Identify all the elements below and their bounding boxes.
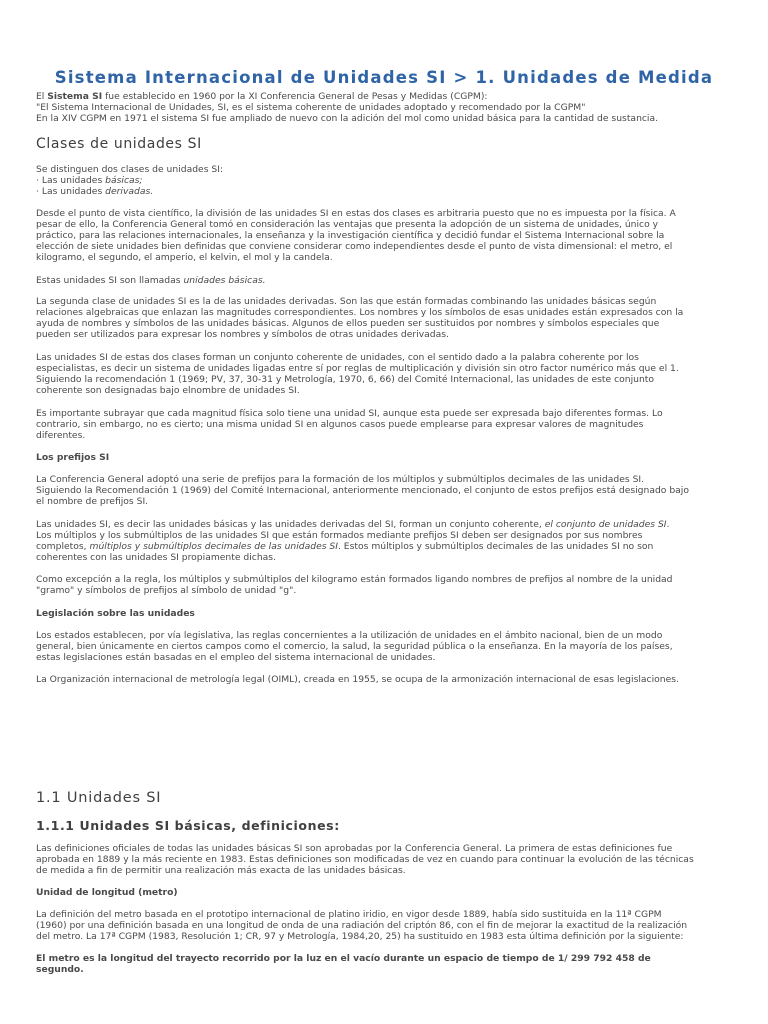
clases-list-item xyxy=(36,186,736,197)
paragraph-line: práctico, para las relaciones internacionales, la enseñanza y la investigación científica y decidió fundar el Sistema Internacional sobre la xyxy=(36,230,665,241)
paragraph-line: Desde el punto de vista científico, la división de las unidades SI en estas dos clases es arbitraria puesto que no es impuesta por la física. A xyxy=(36,208,676,219)
paragraph-text: . Estos múltiplos y submúltiplos decimales de las unidades SI no son xyxy=(337,541,654,552)
paragraph-text: Las unidades SI, es decir las unidades básicas y las unidades derivadas del SI, forman un conjunto coherente, xyxy=(36,519,545,530)
paragraph-line: del metro. La 17ª CGPM (1983, Resolución 1; CR, 97 y Metrología, 1984,20, 25) ha sustituido en 1983 esta última definición por la siguiente: xyxy=(36,931,684,942)
legislacion-paragraph-1 xyxy=(36,630,736,663)
paragraph-line: Los múltiplos y los submúltiplos de las unidades SI que están formados mediante prefijos SI deben ser designados por sus nombres xyxy=(36,530,643,541)
paragraph-line: Siguiendo la Recomendación 1 (1969) del Comité Internacional, anteriormente mencionado, el conjunto de estos prefijos está designado bajo xyxy=(36,485,689,496)
paragraph-line: Los estados establecen, por vía legislativa, las reglas concernientes a la utilización de unidades en el ámbito nacional, bien de un modo xyxy=(36,630,663,641)
paragraph-line: Las unidades SI de estas dos clases forman un conjunto coherente de unidades, con el sentido dado a la palabra coherente por los xyxy=(36,352,639,363)
paragraph-line: coherentes con las unidades SI propiamente dichas. xyxy=(36,552,277,563)
intro-text: fue establecido en 1960 por la XI Conferencia General de Pesas y Medidas (CGPM): xyxy=(102,91,488,102)
list-item-text: · Las unidades xyxy=(36,175,106,186)
paragraph-line: La definición del metro basada en el prototipo internacional de platino iridio, en vigor desde 1889, había sido sustituida en la 11ª CGPM xyxy=(36,909,662,920)
list-item-text: · Las unidades xyxy=(36,186,106,197)
paragraph-line: estas legislaciones están basadas en el empleo del sistema internacional de unidades. xyxy=(36,652,436,663)
clases-paragraph-5 xyxy=(36,408,736,441)
paragraph-text: completos, xyxy=(36,541,90,552)
paragraph-line: relaciones algebraicas que enlazan las magnitudes correspondientes. Los nombres y los símbolos de esas unidades están expresados con la xyxy=(36,307,684,318)
section-heading-unidades-si: 1.1 Unidades SI xyxy=(36,790,162,806)
definition-line: El metro es la longitud del trayecto recorrido por la luz en el vacío durante un espacio de tiempo de 1/ 299 792 458 de xyxy=(36,953,651,964)
clases-paragraph-1 xyxy=(36,208,736,263)
paragraph-line: elección de siete unidades bien definidas que conviene considerar como independientes desde el punto de vista dimensional: el metro, el xyxy=(36,241,673,252)
clases-paragraph-4 xyxy=(36,352,736,396)
list-item-emphasis: básicas; xyxy=(105,175,143,186)
paragraph-line: aprobada en 1889 y la más reciente en 1983. Estas definiciones son modificadas de vez en cuando para continuar la evolución de las técnicas xyxy=(36,854,694,865)
paragraph-line: La segunda clase de unidades SI es la de las unidades derivadas. Son las que están formadas combinando las unidades básicas según xyxy=(36,296,657,307)
paragraph-line: Las definiciones oficiales de todas las unidades básicas SI son aprobadas por la Conferencia General. La primera de estas definiciones fue xyxy=(36,843,673,854)
clases-list-item xyxy=(36,175,736,186)
intro-line-2: "El Sistema Internacional de Unidades, SI, es el sistema coherente de unidades adoptado y recomendado por la CGPM" xyxy=(36,102,586,113)
paragraph-emphasis: el conjunto de unidades SI xyxy=(544,519,667,530)
subheading-prefijos: Los prefijos SI xyxy=(36,452,110,463)
prefijos-paragraph-3 xyxy=(36,574,736,596)
paragraph-line: diferentes. xyxy=(36,430,86,441)
paragraph-line: kilogramo, el segundo, el amperio, el kelvin, el mol y la candela. xyxy=(36,252,333,263)
paragraph-line: pesar de ello, la Conferencia General tomó en consideración las ventajas que presenta la adopción de un sistema de unidades, único y xyxy=(36,219,659,230)
intro-text: El xyxy=(36,91,48,102)
definition-line: segundo. xyxy=(36,964,84,975)
paragraph-line: pueden ser utilizados para expresar los nombres y símbolos de otras unidades derivadas. xyxy=(36,329,449,340)
metro-definition xyxy=(36,953,736,975)
intro-line-1 xyxy=(36,91,736,102)
paragraph-line: "gramo" y símbolos de prefijos al símbolo de unidad "g". xyxy=(36,585,297,596)
paragraph-line: Es importante subrayar que cada magnitud física solo tiene una unidad SI, aunque esta puede ser expresada bajo diferentes formas. Lo xyxy=(36,408,663,419)
section-heading-clases: Clases de unidades SI xyxy=(36,136,202,152)
clases-list xyxy=(36,164,736,197)
subheading-legislacion: Legislación sobre las unidades xyxy=(36,608,195,619)
intro-line-3: En la XIV CGPM en 1971 el sistema SI fue ampliado de nuevo con la adición del mol como unidad básica para la cantidad de sustancia. xyxy=(36,113,659,124)
list-item-emphasis: derivadas. xyxy=(105,186,154,197)
paragraph-line: de medida a fin de permitir una realización más exacta de las unidades básicas. xyxy=(36,865,406,876)
metro-paragraph xyxy=(36,909,736,942)
paragraph-line: Siguiendo la recomendación 1 (1969; PV, 37, 30-31 y Metrología, 1970, 6, 66) del Comité Internacional, las unidades de este conjunto xyxy=(36,374,655,385)
clases-paragraph-2 xyxy=(36,275,736,286)
paragraph-text: . xyxy=(666,519,670,530)
clases-paragraph-3 xyxy=(36,296,736,340)
paragraph-line: La Conferencia General adoptó una serie de prefijos para la formación de los múltiplos y submúltiplos decimales de las unidades SI. xyxy=(36,474,645,485)
section-heading-basicas: 1.1.1 Unidades SI básicas, definiciones: xyxy=(36,818,340,833)
page-title: Sistema Internacional de Unidades SI > 1. Unidades de Medida xyxy=(54,68,714,87)
paragraph-line: coherente son designadas bajo elnombre de unidades SI. xyxy=(36,385,300,396)
intro-bold-term: Sistema SI xyxy=(47,91,103,102)
clases-list-intro: Se distinguen dos clases de unidades SI: xyxy=(36,164,224,175)
paragraph-line xyxy=(36,519,736,530)
paragraph-text: Estas unidades SI son llamadas xyxy=(36,275,184,286)
subheading-metro: Unidad de longitud (metro) xyxy=(36,887,178,898)
paragraph-line xyxy=(36,541,736,552)
paragraph-line: ayuda de nombres y símbolos de las unidades básicas. Algunos de ellos pueden ser sustituidos por nombres y símbolos especiales que xyxy=(36,318,660,329)
paragraph-line: contrario, sin embargo, no es cierto; una misma unidad SI en algunos casos puede emplearse para expresar valores de magnitudes xyxy=(36,419,644,430)
prefijos-paragraph-1 xyxy=(36,474,736,507)
paragraph-line: (1960) por una definición basada en una longitud de onda de una radiación del criptón 86, con el fin de mejorar la exactitud de la realización xyxy=(36,920,688,931)
prefijos-paragraph-2 xyxy=(36,519,736,563)
basicas-paragraph-1 xyxy=(36,843,736,876)
paragraph-emphasis: unidades básicas. xyxy=(183,275,266,286)
paragraph-line: especialistas, es decir un sistema de unidades ligadas entre sí por reglas de multiplicación y división sin otro factor numérico más que el 1. xyxy=(36,363,679,374)
intro-block xyxy=(36,91,736,124)
paragraph-line: el nombre de prefijos SI. xyxy=(36,496,149,507)
paragraph-emphasis: múltiplos y submúltiplos decimales de las unidades SI xyxy=(89,541,338,552)
legislacion-paragraph-2: La Organización internacional de metrología legal (OIML), creada en 1955, se ocupa de la armonización internacional de esas legislaciones. xyxy=(36,674,679,685)
paragraph-line: Como excepción a la regla, los múltiplos y submúltiplos del kilogramo están formados ligando nombres de prefijos al nombre de la unidad xyxy=(36,574,673,585)
paragraph-line: general, bien únicamente en ciertos campos como el comercio, la salud, la seguridad pública o la enseñanza. En la mayoría de los países, xyxy=(36,641,673,652)
